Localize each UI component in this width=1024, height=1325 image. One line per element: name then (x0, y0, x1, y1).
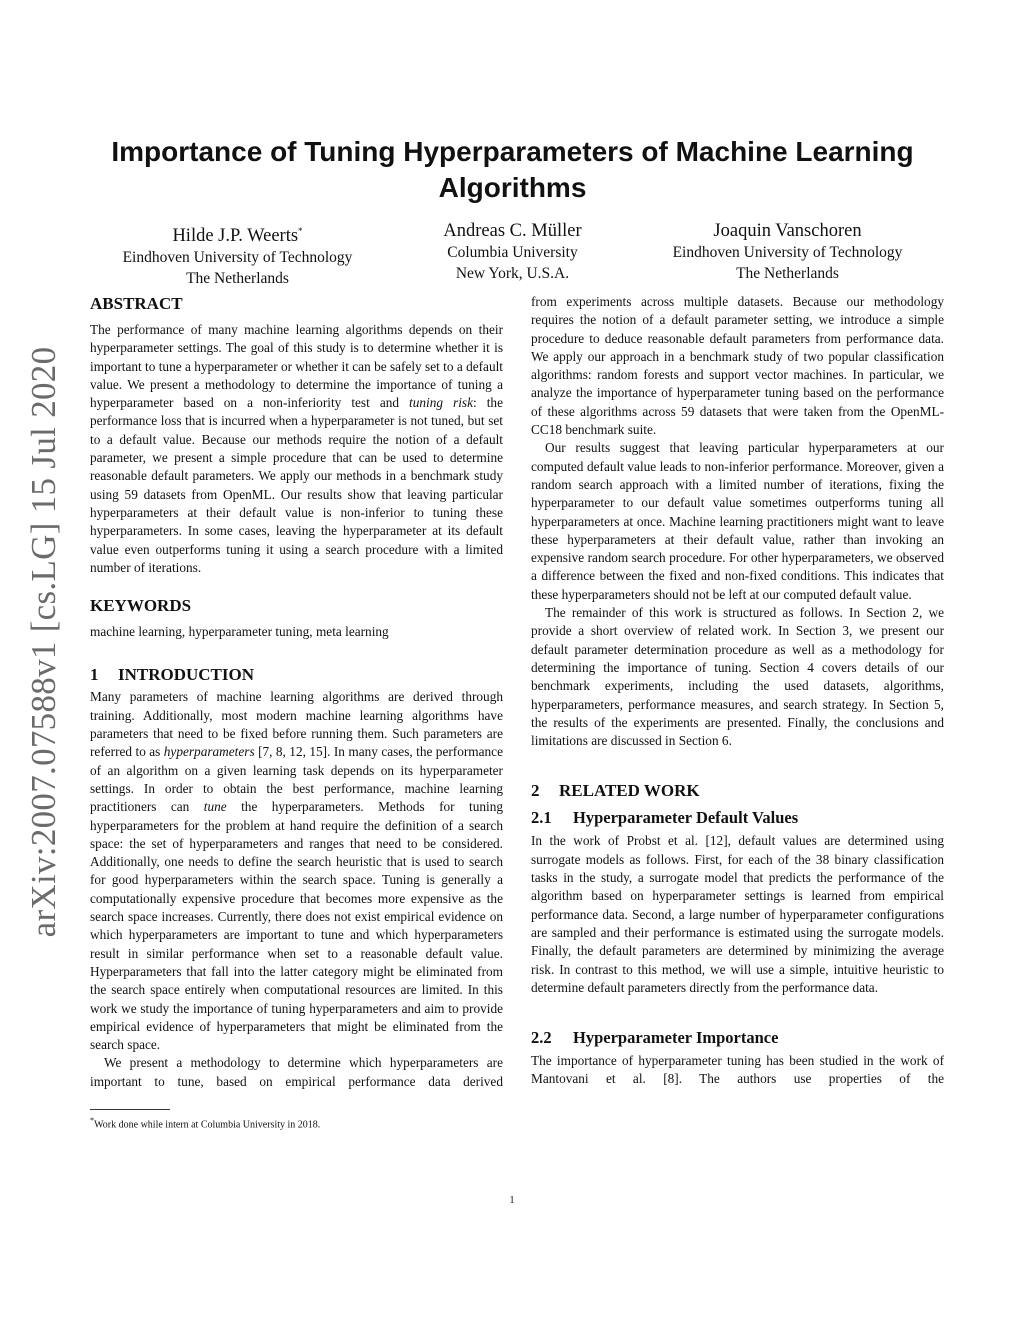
author-affiliation: Eindhoven University of Technology (672, 244, 903, 261)
intro-paragraph-2: We present a methodology to determine which hyperparameters are important to tune, based on empirical performance data derived (90, 1055, 503, 1089)
author-affiliation: Eindhoven University of Technology (122, 249, 353, 267)
related-importance-text: The importance of hyperparameter tuning has been studied in the work of Mantovani et al. [8]. The authors use properties of the (531, 1053, 944, 1087)
right-column (531, 293, 944, 1089)
author-block-muller (400, 220, 625, 284)
footnote-rule (90, 1109, 170, 1110)
author-name: Joaquin Vanschoren (713, 221, 862, 241)
keywords-heading: KEYWORDS (90, 596, 192, 616)
section-heading-related-work: 2 RELATED WORK (531, 781, 700, 801)
author-location: The Netherlands (736, 264, 839, 282)
author-location: The Netherlands (186, 269, 289, 287)
author-block-vanschoren (645, 220, 930, 284)
intro-paragraph-1: Many parameters of machine learning algorithms are derived through training. Additionally, most modern machine learning algorithms have parameters that need to be fixed before running them. Such parameters are referred to as hyperparameters [7, 8, 12, 15]. In many cases, the performance of an algorithm on a given learning task depends on its hyperparameter settings. In order to obtain the best performance, machine learning practitioners can tune the hyperparameters. Methods for tuning hyperparameters for the problem at hand require the definition of a search space: the set of hyperparameters and ranges that need to be considered. Additionally, one needs to define the search heuristic that is used to search for good hyperparameters within the search space. Tuning is generally a computationally expensive procedure that becomes more expensive as the search space increases. Currently, there does not exist empirical evidence on which hyperparameters are important to tune and which hyperparameters result in similar performance when set to a reasonable default value. Hyperparameters that fall into the latter category might be eliminated from the search space entirely when computational resources are limited. In this work we study the importance of tuning hyperparameters and aim to provide empirical evidence of hyperparameters that might be eliminated from the search space. (90, 689, 503, 1053)
abstract-heading: ABSTRACT (90, 294, 183, 313)
left-column (90, 293, 503, 1131)
page-number: 1 (509, 1195, 515, 1206)
intro-paragraph-3: Our results suggest that leaving particular hyperparameters at our computed default value leads to non-inferior performance. Moreover, given a random search approach with a limited number of iterations, fixing the hyperparameter to our default value sometimes outperforms tuning all hyperparameters at once. Machine learning practitioners might want to leave these hyperparameters at their default value, rather than invoking an expensive random search procedure. For other hyperparameters, we observed a difference between the fixed and non-fixed conditions. This indicates that these hyperparameters should not be left at our computed default value. (531, 440, 944, 602)
related-default-values-text: In the work of Probst et al. [12], default values are determined using surrogate models as follows. First, for each of the 38 binary classification tasks in the study, a surrogate model that predicts the performance of the algorithm based on hyperparameter settings is learned from empirical performance data. Second, a large number of hyperparameter configurations are sampled and their performance is estimated using the surrogate models. Finally, the default parameters are determined by minimizing the average risk. In contrast to this method, we will use a simple, intuitive heuristic to determine default parameters directly from the performance data. (531, 833, 944, 995)
section-heading-introduction: 1 INTRODUCTION (90, 665, 255, 685)
author-block-weerts (95, 220, 380, 289)
arxiv-identifier: arXiv:2007.07588v1 [cs.LG] 15 Jul 2020 (24, 346, 63, 938)
subsection-heading-default-values: 2.1 Hyperparameter Default Values (531, 808, 799, 828)
footnote: *Work done while intern at Columbia University in 2018. (90, 1115, 321, 1131)
keywords-text: machine learning, hyperparameter tuning, meta learning (90, 624, 389, 640)
paper-title: Importance of Tuning Hyperparameters of Machine Learning Algorithms (111, 136, 914, 203)
author-name: Andreas C. Müller (443, 221, 582, 241)
intro-paragraph-2-continued: from experiments across multiple datasets. Because our methodology requires the notion of a default parameter setting, we introduce a simple procedure to deduce reasonable default parameters from performance data. We apply our approach in a benchmark study of two popular classification algorithms: random forests and support vector machines. In particular, we analyze the importance of hyperparameter tuning based on the performance of these algorithms across 59 datasets that were taken from the OpenML-CC18 benchmark suite. (531, 294, 944, 438)
author-affiliation: Columbia University (447, 244, 578, 261)
footnote-mark: * (298, 226, 303, 236)
intro-paragraph-4: The remainder of this work is structured as follows. In Section 2, we provide a short overview of related work. In Section 3, we present our default parameter determination procedure as well as a methodology for determining the importance of tuning. Section 4 covers details of our benchmark experiments, including the used datasets, algorithms, hyperparameters, performance measures, and search strategy. In Section 5, the results of the experiments are presented. Finally, the conclusions and limitations are discussed in Section 6. (531, 605, 944, 749)
author-location: New York, U.S.A. (455, 264, 570, 282)
subsection-heading-importance: 2.2 Hyperparameter Importance (531, 1028, 779, 1048)
author-name: Hilde J.P. Weerts (172, 226, 299, 247)
abstract-text: The performance of many machine learning algorithms depends on their hyperparameter settings. The goal of this study is to determine whether it is important to tune a hyperparameter or whether it can be safely set to a default value. We present a methodology to determine the importance of tuning a hyperparameter based on a non-inferiority test and tuning risk: the performance loss that is incurred when a hyperparameter is not tuned, but set to a default value. Because our methods require the notion of a default parameter, we present a simple procedure that can be used to determine reasonable default parameters. We apply our methods in a benchmark study using 59 datasets from OpenML. Our results show that leaving particular hyperparameters at their default value is non-inferior to tuning these hyperparameters. In some cases, leaving the hyperparameter at its default value even outperforms tuning it using a search procedure with a limited number of iterations. (90, 322, 503, 575)
